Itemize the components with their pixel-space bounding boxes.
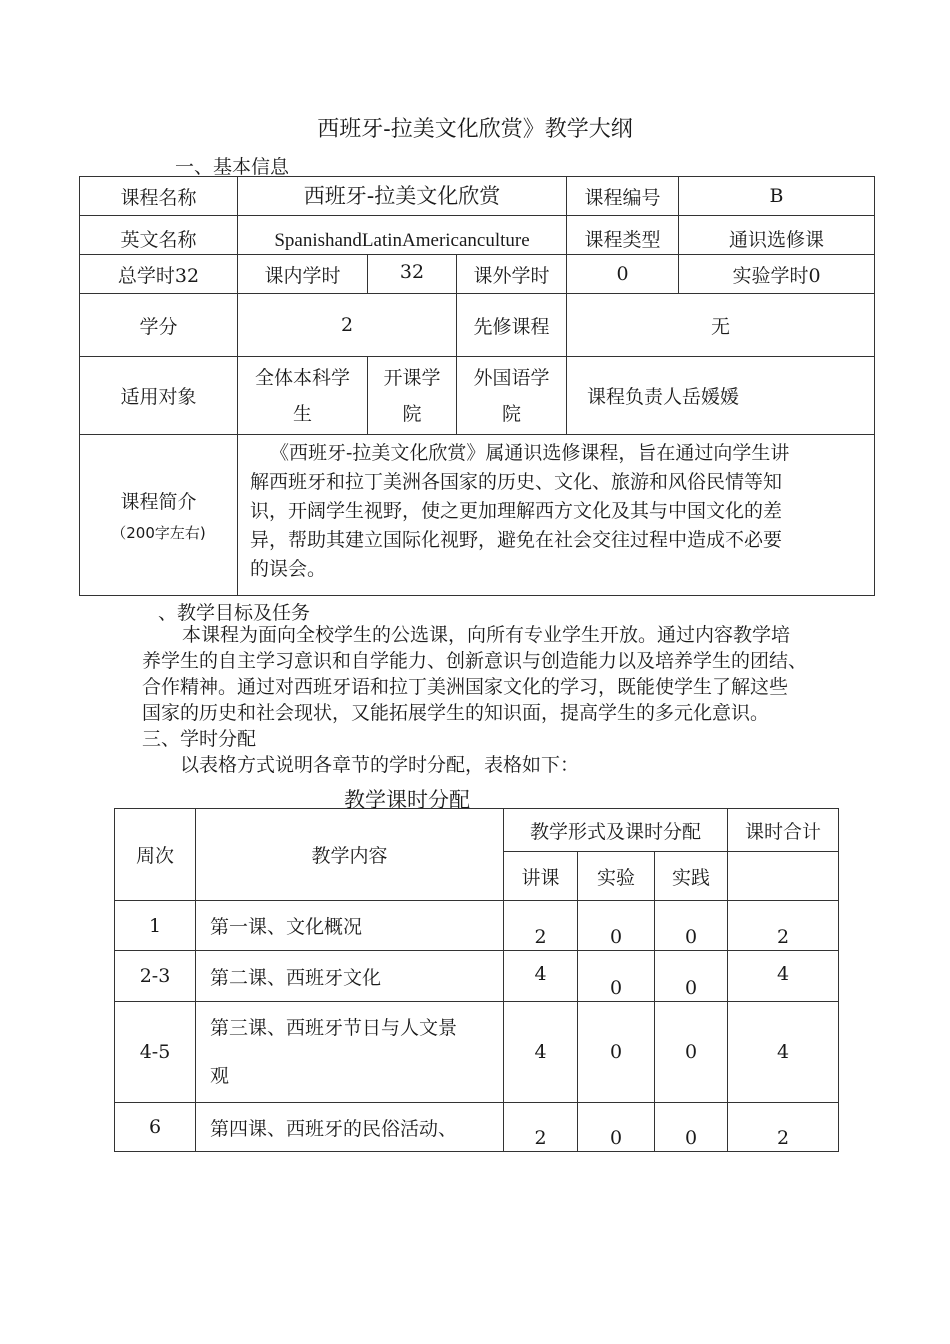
header-content: 教学内容 [196, 809, 504, 901]
intro-note: （200字左右) [111, 524, 206, 542]
course-name-value: 西班牙-拉美文化欣赏 [238, 177, 567, 216]
english-name-value: SpanishandLatinAmericanculture [238, 216, 567, 255]
out-class-hours-value: 0 [567, 255, 679, 294]
row-total: 4 [728, 1002, 839, 1103]
total-hours: 总学时32 [80, 255, 238, 294]
hours-description: 以表格方式说明各章节的学时分配，表格如下： [180, 754, 580, 776]
row-week: 1 [115, 901, 196, 951]
target-value: 全体本科学 生 [238, 357, 368, 435]
row-lab: 0 [578, 901, 655, 951]
basic-info-table [79, 176, 875, 596]
prereq-label: 先修课程 [457, 294, 567, 357]
intro-label-cell [80, 435, 238, 596]
course-leader: 课程负责人岳媛媛 [567, 357, 875, 435]
row-lab: 0 [578, 1002, 655, 1103]
row-practice: 0 [655, 951, 728, 1002]
section-hours: 三、学时分配 [142, 728, 257, 750]
in-class-hours-value: 32 [368, 255, 457, 294]
row-lecture: 2 [504, 901, 578, 951]
row-lecture: 2 [504, 1103, 578, 1152]
out-class-hours-label: 课外学时 [457, 255, 567, 294]
college-value: 外国语学 院 [457, 357, 567, 435]
row-content: 第四课、西班牙的民俗活动、 [196, 1103, 504, 1152]
college-label: 开课学 院 [368, 357, 457, 435]
table-row [115, 901, 839, 951]
row-lecture: 4 [504, 951, 578, 1002]
row-lab: 0 [578, 951, 655, 1002]
course-code-label: 课程编号 [567, 177, 679, 216]
row-practice: 0 [655, 901, 728, 951]
row-total: 2 [728, 901, 839, 951]
row-week: 4-5 [115, 1002, 196, 1103]
row-total: 2 [728, 1103, 839, 1152]
row-week: 2-3 [115, 951, 196, 1002]
section-basic-info: 一、基本信息 [175, 156, 290, 178]
credit-value: 2 [238, 294, 457, 357]
row-content: 第一课、文化概况 [196, 901, 504, 951]
intro-label: 课程简介 [120, 491, 197, 513]
doc-title: 西班牙-拉美文化欣赏》教学大纲 [317, 117, 633, 142]
intro-text: 《西班牙-拉美文化欣赏》属通识选修课程，旨在通过向学生讲 解西班牙和拉丁美洲各国家的历史、文化、旅游和风俗民情等知 识，开阔学生视野，使之更加理解西方文化及其与中国文化的差 异，帮助其建立国际化视野，避免在社会交往过程中造成不必要 的误会。 [238, 435, 875, 596]
course-type-value: 通识选修课 [679, 216, 875, 255]
table-row [115, 951, 839, 1002]
section-objectives: 、教学目标及任务 [158, 602, 311, 624]
header-total: 课时合计 [728, 809, 839, 852]
table-row [115, 1002, 839, 1103]
row-lab: 0 [578, 1103, 655, 1152]
lab-hours: 实验学时0 [679, 255, 875, 294]
hours-table [114, 808, 839, 1152]
row-lecture: 4 [504, 1002, 578, 1103]
credit-label: 学分 [80, 294, 238, 357]
course-type-label: 课程类型 [567, 216, 679, 255]
target-label: 适用对象 [80, 357, 238, 435]
header-week: 周次 [115, 809, 196, 901]
english-name-label: 英文名称 [80, 216, 238, 255]
row-content: 第二课、西班牙文化 [196, 951, 504, 1002]
row-practice: 0 [655, 1103, 728, 1152]
course-name-label: 课程名称 [80, 177, 238, 216]
in-class-hours-label: 课内学时 [238, 255, 368, 294]
table-row [115, 1103, 839, 1152]
hours-table-title: 教学课时分配 [344, 788, 470, 812]
prereq-value: 无 [567, 294, 875, 357]
header-lab: 实验 [578, 852, 655, 901]
header-lecture: 讲课 [504, 852, 578, 901]
row-week: 6 [115, 1103, 196, 1152]
row-practice: 0 [655, 1002, 728, 1103]
objectives-text: 本课程为面向全校学生的公选课，向所有专业学生开放。通过内容教学培 养学生的自主学习意识和自学能力、创新意识与创造能力以及培养学生的团结、 合作精神。通过对西班牙语和拉丁美洲国家文化的学习，既能使学生了解这些 国家的历史和社会现状，又能拓展学生的知识面，提高学生的多元化意识。 [142, 624, 808, 724]
row-total: 4 [728, 951, 839, 1002]
header-form: 教学形式及课时分配 [504, 809, 728, 852]
course-code-value: B [679, 177, 875, 216]
header-practice: 实践 [655, 852, 728, 901]
row-content: 第三课、西班牙节日与人文景 观 [196, 1002, 504, 1103]
